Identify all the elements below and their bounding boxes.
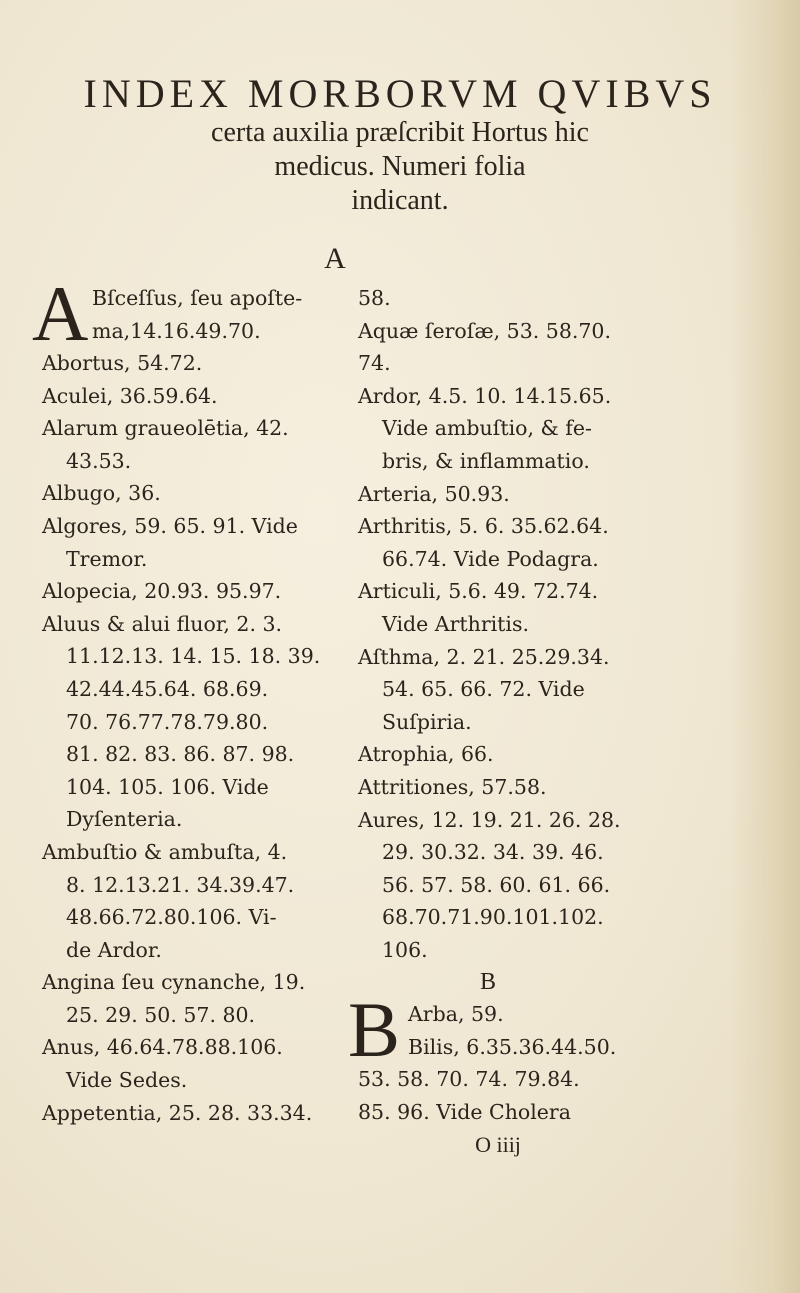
index-entry: 58.: [358, 286, 391, 310]
index-entry: 11.12.13. 14. 15. 18. 39.: [66, 644, 321, 669]
b-entry-line-2: Bilis, 6.35.36.44.50.: [408, 1035, 617, 1060]
index-entry: Aluus & alui fluor, 2. 3.: [42, 611, 283, 636]
index-entry: Atrophia, 66.: [358, 742, 494, 767]
index-entry: 104. 105. 106. Vide: [66, 774, 269, 799]
index-entry: 8. 12.13.21. 34.39.47.: [66, 872, 295, 897]
index-entry: 68.70.71.90.101.102.: [382, 905, 604, 930]
index-entry: 106.: [382, 937, 428, 962]
right-column: [348, 282, 678, 1161]
index-entry: 66.74. Vide Podagra.: [382, 546, 599, 571]
index-entry: de Ardor.: [66, 937, 162, 962]
index-entry: Appetentia, 25. 28. 33.34.: [42, 1100, 313, 1125]
b-first-entry-block: [348, 986, 678, 1074]
index-entry: 43.53.: [66, 448, 132, 473]
index-entry: Arteria, 50.93.: [358, 481, 510, 506]
section-letter-b: B: [479, 969, 496, 996]
index-entry: 42.44.45.64. 68.69.: [66, 676, 269, 701]
first-entry-block: [32, 270, 342, 357]
index-header: [0, 72, 800, 218]
index-entry: Ambuſtio & ambuſta, 4.: [42, 839, 288, 864]
index-entry: 81. 82. 83. 86. 87. 98.: [66, 742, 295, 767]
index-entry: Vide Arthritis.: [382, 611, 530, 636]
index-title: INDEX MORBORVM QVIBVS: [83, 71, 717, 116]
index-entry: Articuli, 5.6. 49. 72.74.: [358, 579, 599, 604]
right-entry-list-b: [358, 1063, 678, 1128]
index-entry: Vide Sedes.: [66, 1068, 188, 1093]
index-entry: 54. 65. 66. 72. Vide: [382, 677, 585, 702]
index-entry: Anus, 46.64.78.88.106.: [42, 1035, 283, 1060]
index-entry: Attritiones, 57.58.: [358, 774, 547, 799]
index-entry: Tremor.: [66, 546, 148, 571]
index-entry: Arthritis, 5. 6. 35.62.64.: [358, 514, 609, 539]
index-entry: Aures, 12. 19. 21. 26. 28.: [358, 807, 621, 832]
index-entry: Abortus, 54.72.: [42, 351, 203, 375]
index-entry: 85. 96. Vide Cholera: [358, 1100, 571, 1125]
header-line-1: certa auxilia præſcribit Hortus hic: [211, 117, 589, 148]
index-entry: bris, & inflammatio.: [382, 448, 590, 473]
index-entry: Ardor, 4.5. 10. 14.15.65.: [358, 383, 612, 408]
dropcap-b: B: [348, 986, 401, 1074]
index-entry: Alopecia, 20.93. 95.97.: [42, 579, 282, 604]
b-entry-line-1: Arba, 59.: [408, 1002, 504, 1027]
index-entry: Albugo, 36.: [42, 481, 161, 506]
index-entry: 53. 58. 70. 74. 79.84.: [358, 1067, 580, 1092]
index-entry: Aculei, 36.59.64.: [42, 383, 218, 408]
index-entry: 29. 30.32. 34. 39. 46.: [382, 840, 604, 865]
index-entry: 56. 57. 58. 60. 61. 66.: [382, 872, 611, 897]
left-column: [32, 270, 342, 1129]
index-entry: Aquæ ſeroſæ, 53. 58.70.: [358, 318, 611, 343]
index-entry: Aſthma, 2. 21. 25.29.34.: [358, 644, 610, 669]
index-entry: Algores, 59. 65. 91. Vide: [42, 513, 298, 538]
header-line-2: medicus. Numeri folia: [274, 151, 526, 182]
signature-mark: O iiij: [475, 1131, 521, 1157]
first-entry-line-2: ma,14.16.49.70.: [92, 318, 261, 343]
index-entry: Vide ambuſtio, & fe-: [382, 416, 592, 441]
index-entry: 74.: [358, 351, 391, 376]
index-entry: 48.66.72.80.106. Vi-: [66, 905, 277, 930]
index-entry: Alarum graueolētia, 42.: [42, 416, 289, 441]
header-line-3: indicant.: [351, 185, 449, 216]
section-letter-a: A: [324, 242, 346, 275]
left-entry-list: [42, 347, 342, 1129]
index-entry: Dyſenteria.: [66, 807, 183, 832]
index-entry: 70. 76.77.78.79.80.: [66, 709, 269, 734]
index-entry: 25. 29. 50. 57. 80.: [66, 1002, 256, 1027]
right-entry-list-a: [358, 282, 678, 966]
index-entry: Angina ſeu cynanche, 19.: [42, 970, 306, 995]
dropcap-a: A: [32, 270, 89, 357]
index-entry: Suſpiria.: [382, 709, 472, 734]
first-entry-line-1: Bſceſſus, ſeu apoſte-: [92, 286, 303, 310]
